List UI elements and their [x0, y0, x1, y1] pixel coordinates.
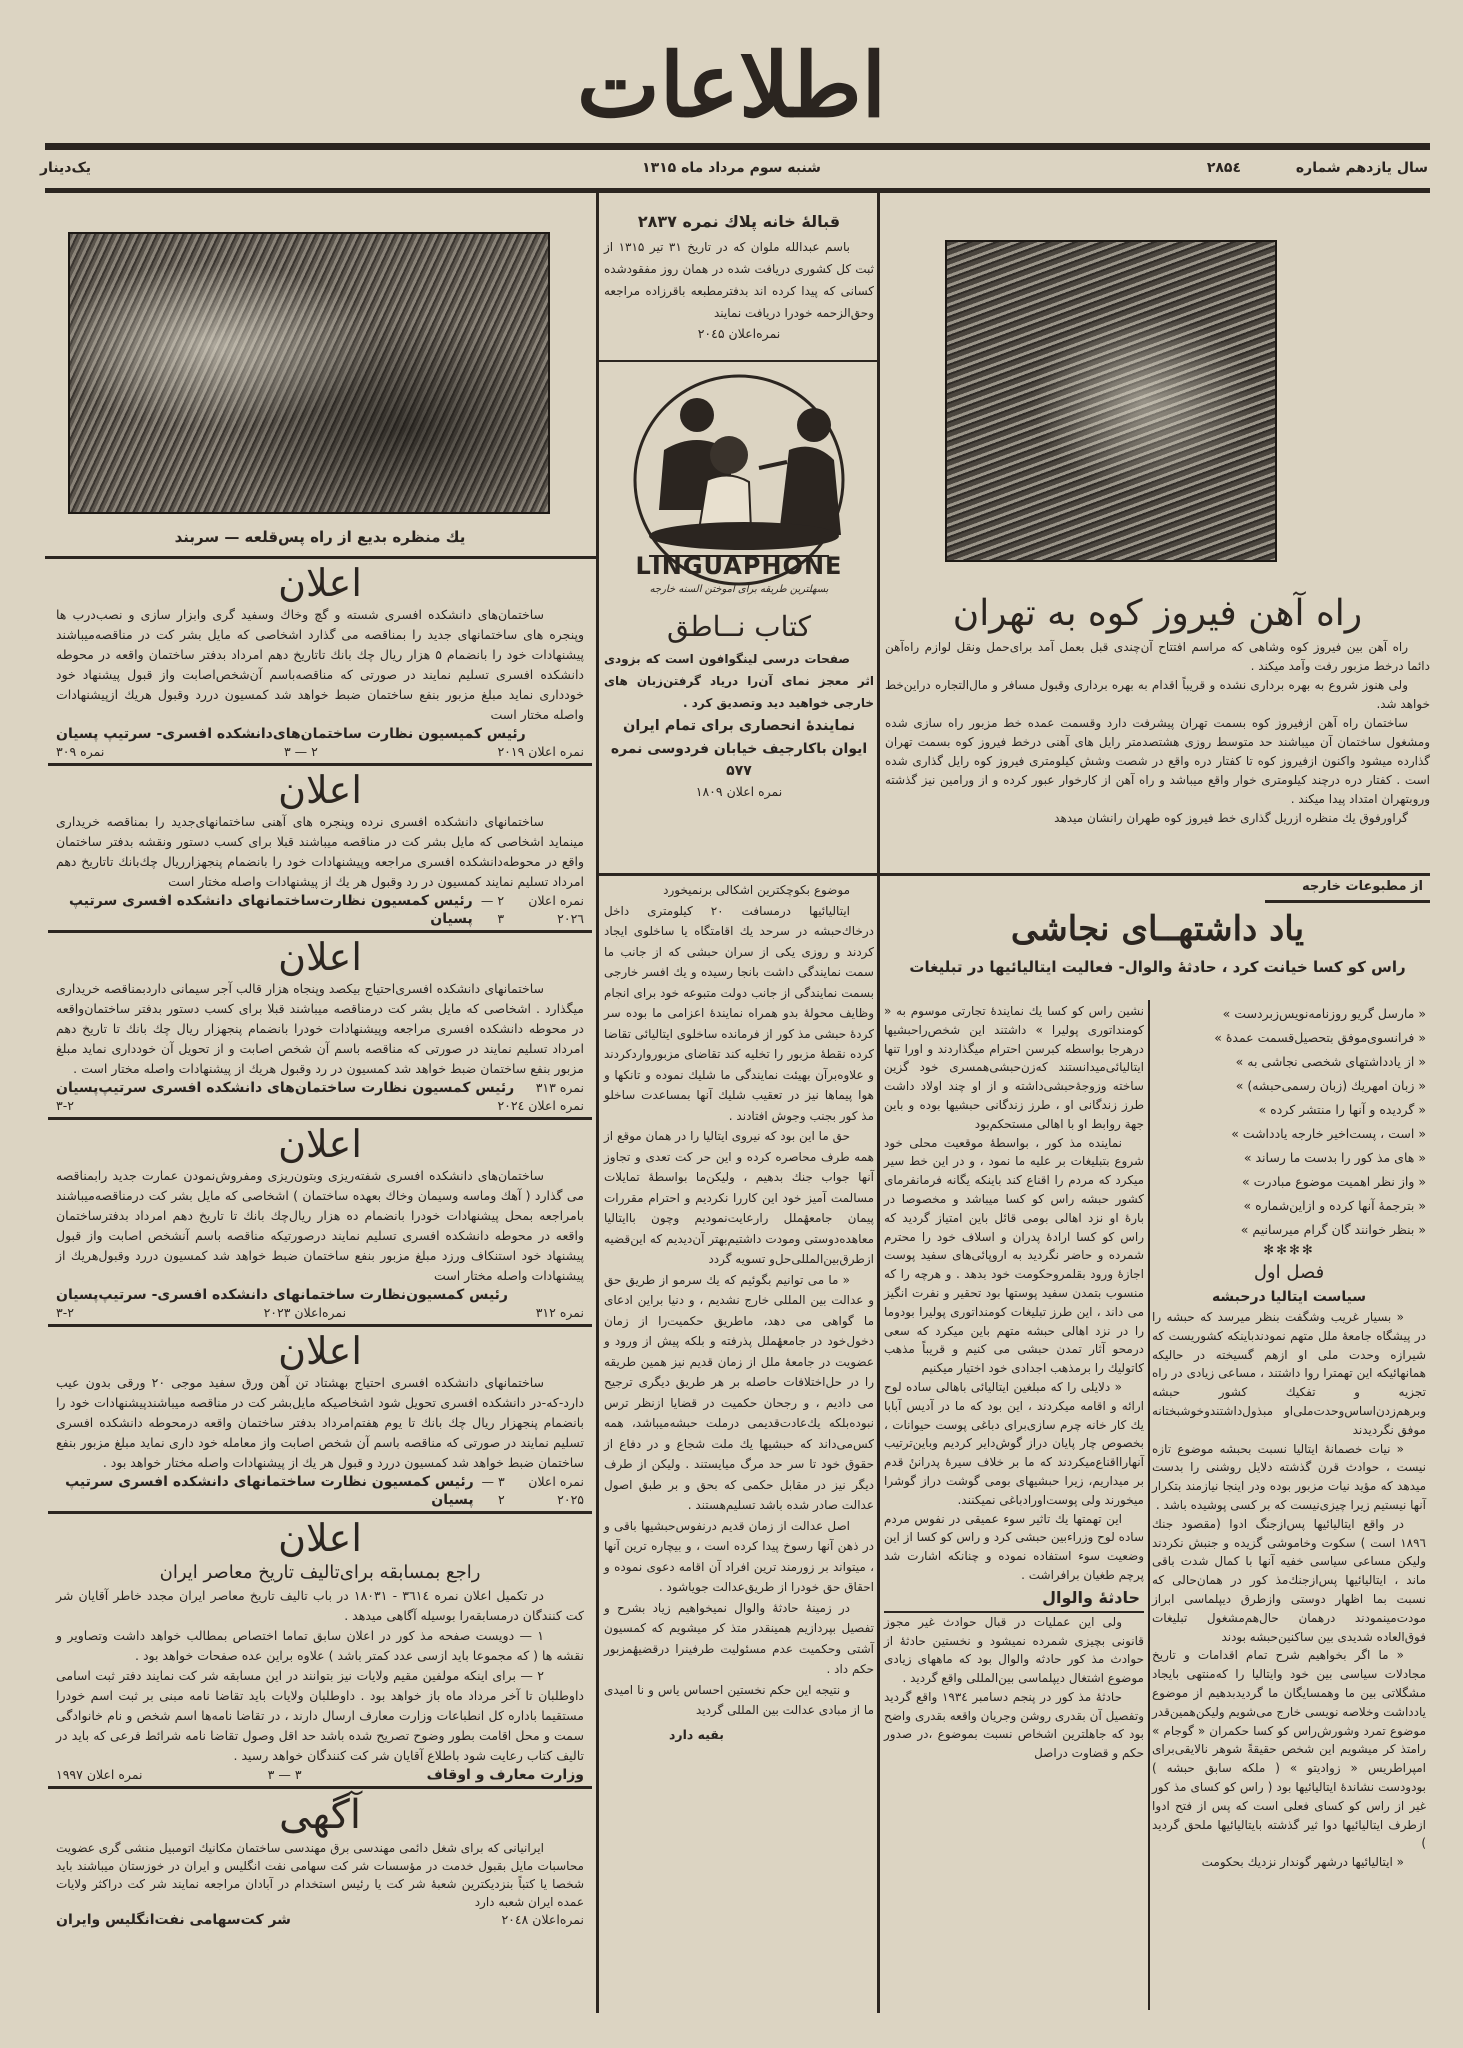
subcolumn-divider [1148, 1000, 1150, 2010]
ad-ref: نمره ۳۱۳ [535, 1080, 584, 1095]
ad-title: اعلان [278, 561, 362, 605]
article-paragraph: راه آهن بین فیروز کوه وشاهی که مراسم افتتاح آن‌چندی قبل بعمل آمد برای‌حمل ونقل لوازم راه‌آهن دائما درخط مزبور رفت وآمد میکند . [885, 640, 1430, 673]
ad-title: اعلان [278, 768, 362, 812]
column-divider [596, 193, 599, 2013]
continued-label: بقیه دارد [668, 1726, 724, 1742]
chapter-label: فصل اول [1253, 1262, 1325, 1283]
ornament-icon: ✻✻✻✻ [1263, 1243, 1315, 1258]
ad-notice-2 [48, 768, 592, 928]
ad-number: نمره اعلان ۱۹۹۷ [56, 1767, 143, 1782]
photo-pasghaleh-landscape [68, 232, 550, 514]
ad-number: نمره‌اعلان ۲۰٤۸ [501, 1912, 584, 1927]
divider [48, 1117, 592, 1120]
ad-agent: نمایندهٔ انحصاری برای تمام ایران [622, 718, 856, 734]
article-paragraph: « ایتالیائیها درشهر گوندار نزدیك بحکومت [1201, 1855, 1404, 1870]
ad-signature: شر کت‌سهامی نفت‌انگلیس وایران [56, 1912, 291, 1928]
issue-date: شنبه سوم مرداد ماه ۱۳۱۵ [642, 160, 821, 176]
masthead-rule [45, 143, 1430, 150]
ad-series: ۳-۲ [56, 1305, 74, 1320]
ad-title: اعلان [278, 935, 362, 979]
photo-railway-track [945, 240, 1277, 562]
section-heading: حادثهٔ والوال [884, 1585, 1144, 1613]
notice-body: باسم عبدالله ملوان که در تاریخ ۳۱ تیر ۱۳۱۵ از ثبت کل کشوری دریافت شده در همان روز مفقودشده کسانی که پیدا کرده اند بدفترمطبعه باقرزاده مراجعه وحق‌الزحمه خودرا دریافت نمایند [604, 240, 874, 320]
ad-paragraph: ۲ — برای اینکه مولفین مقیم ولایات نیز بتوانند در این مسابقه شر کت نمایند دفتر ثبت اسامی داوطلبان تا آخر مرداد ماه باز خواهد بود . داوطلبان ولایات باید تقاضا نامه مبنی بر ثبت اسم خودرا مستقیما باداره کل انطباعات وزارت معارف ارسال دارند ، در تقاضا نامه‌ها اسم شخص و نام خانوادگی سمت و محل اقامت بطور وضوح تصریح شده باشد حد اقل وصول تقاضا نامه شرائط فرعی که باید در تالیف کتاب رعایت شود باطلاع آقایان شر کت کنندگان خواهد رسید . [56, 1668, 584, 1763]
article-paragraph: این تهمتها یك تاثیر سوء عمیقی در نفوس مردم ساده لوح وزراءبین حبشی کرد و راس کو کسا از این وضعیت سوء استفاده نموده و چنانکه اشارت شد پرچم طغیان برافراشت . [884, 1511, 1144, 1582]
ad-subtitle: راجع بمسابقه برای‌تالیف تاریخ معاصر ایران [159, 1562, 481, 1583]
notice-number: نمره‌اعلان ۲۰٤۵ [697, 326, 781, 341]
article-subheadline: راس کو کسا خیانت کرد ، حادثهٔ والوال- فعالیت ایتالیائیها در تبلیغات [909, 958, 1406, 976]
article-paragraph: نماینده مذ کور ، بواسطهٔ موقعیت محلی خود شروع بتبلیغات بر علیه ما نمود ، و در این خط سیر میکرد که مردم را اقناع کند باینکه یگانه فرمانفرمای کشور حبشه راس کو کسا میباشد و مخصوصا در بارهٔ او نزد اهالی بومی قائل باین امتیاز گردید که راس کو کسا ارادهٔ پدران و اسلاف خود را محترم شمرده و حاضر نگردید به اروپائی‌های سفید پوست اجازهٔ ورود بقلمروحکومت خود بدهد . و هرچه را که منسوب بتمدن سفید پوستها بود تحقیر و نفرت انگیز می داند ، این طرز تبلیغات کومنداتوری پولیرا بودوما را در نزد اهالی حبشه متهم باین میکرد که سعی درمحو آثار تمدن حبشی می کنیم و قریباً مذهب کاتولیك را برمذهب اجدادی خود اختیار میکنیم [884, 1135, 1144, 1376]
article-paragraph: « بسیار غریب وشگفت بنظر میرسد که حبشه را در پیشگاه جامعهٔ ملل متهم نمودندباینکه کشوریست که شیرازه وحدت ملی او ازهم گسیخته در حالیکه همانهائیکه این تهمترا روا داشتند ، مساعی زیادی در راه تجزیه و تفکیك کشور حبشه وبرهم‌زدن‌اساس‌وحدت‌ملی‌او مبذول‌داشتندوخوشبختانه موفق نگردیدند [1152, 1310, 1426, 1437]
article-paragraph: « دلایلی را که مبلغین ایتالیائی باهالی ساده لوح ارائه و اقامه میکردند ، این بود که ما در آدیس آبابا یك کار خانه چرم سازی‌برای دباغی پوست حیوانات ، بخصوص چار پایان دراز گوش‌دایر کردیم وباین‌ترتیب آنهارااقناع‌میکردند که ما بر خلاف سیرهٔ پدراننٔ قدم بر میداریم، زیرا حبشیهای بومی گوشت دراز گوشرا میخورند ولی پوست‌اورادباغی نمیکنند. [884, 1379, 1144, 1507]
ad-body: ساختمانهای دانشکده افسری احتیاج بهشتاد تن آهن ورق سفید موجی ۲۰ ورقی بدون عیب دارد-که-در دانشکده افسری تحویل شود اشخاصیکه مایل‌بشر کت در مناقصه میباشند‌پیشنهادات خود را بانضمام پنجهزار ریال چك بانك تا یوم هفتم‌امرداد بدفتر ساختمان واقعه درمحوطه دانشکده افسری تسلیم نمایند در صورتی که مناقصه باسم آن شخص اصابت واز معامله خود داری نماید مبلغ مزبور بنفع ساختمان ضبط خواهد شد کمسیون دررد و قبول هر یك از پیشنهادات واصله مختار خواهد بود . [56, 1375, 584, 1470]
intro-line: « بنظر خوانند گان گرام میرسانیم » [1240, 1222, 1426, 1237]
article-paragraph: حق ما این بود که نیروی ایتالیا را در همان موقع از همه طرف محاصره کرده و این حر کت تعدی و تجاوز آنها جواب جنك بدهیم ، ولیکن‌ما بواسطهٔ تمایلات مسالمت آمیز خود این کاررا نکردیم و احترام مقررات پیمان جامعهٔملل رارعایت‌نمودیم وچون باایتالیا معاهده‌دوستی ومودت داشتیم‌بهتر آن‌دیدیم که این‌قضیه ازطرق‌بین‌المللی‌حل‌و تسویه گردد [604, 1129, 874, 1266]
ad-number: نمره اعلان ۲۰۲٦ [528, 893, 584, 926]
ad-number: نمره اعلان ۲۰۱۹ [497, 744, 584, 759]
source-label: از مطبوعات خارجه [1302, 879, 1423, 894]
ad-title: کتاب نــاطق [667, 610, 811, 643]
ad-oil-company [48, 1791, 592, 1929]
ad-title: آگهی [279, 1792, 361, 1838]
article-paragraph: ولی هنوز شروع به بهره برداری نشده و قریباً اقدام به بهره برداری وقبول مسافر و مال‌التجاره دراین‌خط خواهد شد. [885, 678, 1430, 711]
divider [599, 360, 877, 362]
article-paragraph: و نتیجه این حکم نخستین احساس یاس و نا امیدی ما از مبادی عدالت بین المللی گردید [604, 1682, 874, 1717]
ad-series: ۲ — ۳ [480, 893, 505, 926]
divider [45, 556, 596, 559]
ad-series: ۳ — ۲ [481, 1474, 505, 1507]
ad-series: ۳-۲ [56, 1098, 74, 1113]
article-paragraph: « نیات خصمانهٔ ایتالیا نسبت بحبشه موضوع تازه نیست ، حوادث قرن گذشته دلایل روشنی را بدست میدهد که مؤید نیات مزبور بوده ودر اینجا نیازمند بتکرار آنها نیستیم زیرا چیزی‌نیست که بر کسی پوشیده باشد . [1152, 1441, 1426, 1512]
chapter-title: سیاست ایتالیا درحبشه [1211, 1289, 1367, 1305]
intro-line: « مارسل گریو روزنامه‌نویس‌زبردست » [1222, 1006, 1426, 1021]
intro-line: « گردیده و آنها را منتشر کرده » [1258, 1102, 1426, 1117]
divider [48, 1786, 592, 1789]
linguaphone-wordmark: LINGUAPHONE [635, 552, 843, 580]
divider [48, 1511, 592, 1514]
issue-price: یک‌دینار [40, 160, 92, 176]
ad-series: ۳ — ۳ [267, 1767, 302, 1782]
intro-line: « فرانسوی‌موفق بتحصیل‌قسمت عمدهٔ » [1214, 1030, 1426, 1045]
memoirs-header [885, 903, 1430, 979]
ad-body: ساختمان‌های دانشکده افسری شفته‌ریزی وبتون‌ریزی ومفروش‌نمودن عمارت جدید رابمناقصه می گذارد ( آهك وماسه وسیمان وخاك بعهده ساختمان ) اشخاصی که مایل بشر کت درمناقصه‌میباشند بامراجعه بمحل پیشنهادات خودرا بانضمام ده هزار ریال‌چك بانك تا تاریخ دهم امرداد بدفترساختمان واقعه در محوطه دانشکده افسری تسلیم نمایند درصورتیکه مناقصه باسم آنشخص اصابت واز قبول پیشنهاد خود استنکاف ورزد مبلغ مزبور بنفع ساختمان ضبط خواهد شد کمسیون دررد وقبول‌هریك از پیشنهادات واصله مختار است [56, 1168, 584, 1283]
linguaphone-logo [619, 370, 859, 602]
ad-body: ساختمان‌های دانشکده افسری شسته و گچ وخاك وسفید گری وابزار سازی و نصب‌درب ها وپنجره های ساختمانهای جدید را بمناقصه می گذارد اشخاصی که مایل بشر کت در مناقصه‌میباشند پیشنهادات خود را بانضمام ۵ هزار ریال چك بانك تاتاریخ دهم امرداد بدفتر ساختمان واقعه در محوطه دانشکده افسری تسلیم نمایند در صورتی که مناقصه‌باسم آن‌شخص‌اصابت واز قبول پیشنهاد خود خودداری نماید مبلغ مزبور بنفع ساختمان ضبط خواهد شد کمسیون دررد وقبول هریك ازپیشنهادات واصله مختار است [56, 607, 585, 722]
divider [48, 1324, 592, 1327]
intro-line: « های مذ کور را بدست ما رساند » [1243, 1150, 1426, 1165]
article-paragraph: در زمینهٔ حادثهٔ والوال نمیخواهیم زیاد بشرح و تفصیل بپردازیم همینقدر متذ کر میشویم که کمسیون آشتی وحکمیت عدم مسئولیت طرفینرا درقضیهٔمزبور حکم داد . [604, 1600, 874, 1676]
ad-signature: رئیس کمسیون نظارت‌ساختمانهای دانشکده افسری سرتیپ پسیان [68, 893, 473, 927]
ad-history-contest [48, 1516, 592, 1784]
article-headline: راه آهن فیروز کوه به تهران [952, 593, 1363, 634]
article-paragraph: در واقع ایتالیائیها پس‌ازجنگ ادوا (مقصود جنك ۱۸۹٦ است ) سکوت وخاموشی گزیده و جنبش نکردند ولیکن مساعی سیاسی خفیه آنها با کمال شدت باقی ماند ، ایتالیائیها پس‌ازجنك‌مذ کور در همان‌حالی که نسبت بما اظهار دوستی وازطرق دیپلماسی ابراز مودت‌مینمودند درهمان حال‌هم‌مشغول تبلیغات فوق‌العاده شدیدی بین ساکنین‌حبشه بودند [1152, 1516, 1426, 1644]
intro-line: « زبان امهریك (زبان رسمی‌حبشه) » [1235, 1078, 1426, 1093]
ad-number: نمره اعلان ۲۰۲۵ [528, 1474, 584, 1507]
divider [48, 930, 592, 933]
article-paragraph: ساختمان راه آهن ازفیروز کوه بسمت تهران پیشرفت دارد وقسمت عمده خط مزبور راه سازی شده ومشغول ساختمان آن میباشند حد متوسط روزی هشتصدمتر رایل های آهنی درخط فیروز کوه بسمت تهران گذارده میشود واکنون ازفیروز کوه تا کفتار دره واقع در شصت وشش کیلومتری فیروز کوه رایل گذاری شده است . کفتار دره درچند کیلومتری خوار واقع میباشد و راه آهن از کارخوار عبور کرده و از ورامین نیز گذشته وروبتهران امتداد پیدا میکند . [885, 716, 1430, 806]
deed-notice [604, 208, 874, 344]
linguaphone-slogan: بسهلترین طریقه برای آموختن السنه خارجه [649, 584, 829, 595]
memoirs-right-subcolumn [1152, 1002, 1426, 1872]
left-column-ads [48, 561, 592, 1929]
ad-signature: رئیس کمسیون نظارت ساختمان‌های دانشکده افسری سرتیپ‌پسیان [56, 1080, 515, 1096]
memoirs-continuation [604, 880, 874, 1745]
photo-caption: یك منظره بدیع از راه پس‌قلعه — سربند [174, 528, 466, 546]
ad-series: ۲ — ۳ [283, 744, 318, 759]
ad-number: نمره اعلان ۲۰۲٤ [497, 1098, 584, 1113]
ad-notice-1 [48, 561, 592, 761]
ad-paragraph: ۱ — دویست صفحه مذ کور در اعلان سابق تماما اختصاص بمطالب خواهد داشت وتصاویر و نقشه ها ( که مجموعا باید ازسی عدد کمتر باشد ) علاوه براین عده صفحات خواهد بود . [56, 1628, 584, 1663]
divider [48, 763, 592, 766]
memoirs-left-subcolumn [884, 1002, 1144, 1763]
ad-signature: رئیس کمیسیون نظارت ساختمان‌های‌دانشکده افسری- سرتیپ پسیان [56, 726, 526, 742]
ad-title: اعلان [278, 1122, 362, 1166]
ad-ref: نمره ۳۰۹ [56, 744, 105, 759]
intro-line: « بترجمهٔ آنها کرده و ازاین‌شماره » [1243, 1198, 1426, 1213]
divider [880, 873, 1430, 876]
ad-notice-4 [48, 1122, 592, 1322]
ad-title: اعلان [278, 1516, 362, 1560]
ad-address: ایوان باکارجیف خیابان فردوسی نمره ۵۷۷ [610, 741, 868, 779]
article-paragraph: ایتالیائیها درمسافت ۲۰ کیلومتری داخل درخاك‌حبشه در سرحد یك اقامتگاه یا ساخلوی ایجاد کردند و روزی یکی از سران حبشی که از جانب ما سمت نمایندگی داشت بانجا رسیده و یك افسر خارجی بسمت نمایندگی از جانب دولت متبوعه خود برای انجام وظایف محولهٔ بدو همراه نمایندهٔ اعزامی ما بوده سر کردهٔ حبشی مذ کور از فرمانده ساخلوی ایتالیائی تقاضا کرده نقطهٔ مزبور را تخلیه کند تقاضای مزبورواردکردند و علاوه‌برآن بهیئت نمایندگی ما شلیك نموده و تانکها و هوا پیماها نیز در تعقیب شلیك آنها بمساعدت ساخلو مذ کور بجنب وجوش افتادند . [604, 903, 874, 1123]
ad-body: ساختمانهای دانشکده افسری‌احتیاج بیکصد وپنجاه هزار قالب آجر سیمانی داردبمناقصه خریداری میگذارد . اشخاصی که مایل بشر کت درمناقصه میباشند قبلا برای کسب دستور بدفتر ساختمان‌واقعه در محوطه دانشکده افسری مراجعه وپیشنهادات خودرا بانضمام پنجهزار ریال چك بانك تا تاریخ دهم امرداد تسلیم نمایند در صورتی که مناقصه باسم آن شخص اصابت و از تحویل آن خودداری نماید مبلغ مزبور بنفع ساختمان ضبط خواهد شد کمسیون در رد وقبول هریك از پیشنهادات واصله مختار است . [56, 981, 584, 1076]
notice-title: قبالهٔ خانه پلاك نمره ۲۸۳۷ [637, 212, 841, 231]
ad-body: ایرانیانی که برای شغل دائمی مهندسی برق مهندسی ساختمان مکانیك اتومبیل منشی گری عضویت محاسبات مایل بقبول خدمت در مؤسسات شر کت سهامی نفت انگلیس و ایران در خوزستان میباشند باید شخصا یا کتباً بنزدیکترین شعبهٔ شر کت یا رئیس استخدام در آبادان مراجعه نمایند شر کت دراکثر ولایات عمده ایران شعبه دارد [56, 1841, 584, 1909]
intro-line: « از یادداشتهای شخصی نجاشی به » [1235, 1054, 1426, 1069]
ad-number: نمره‌اعلان ۲۰۲۳ [263, 1305, 347, 1320]
ad-body: ساختمانهای دانشکده افسری نرده وپنجره های آهنی ساختمانهای‌جدید را بمناقصه خریداری مینماید اشخاصی که مایل بشر کت در مناقصه میباشند قبلا برای کسب دستور ونقشه بدفتر ساختمان واقع در محوطه‌دانشکده افسری مراجعه وپیشنهادات خود را بانضمام پنجهزارریال چك‌بانك تاتاریخ دهم امرداد تسلیم نمایند کمسیون در رد وقبول هر یك از پیشنهادات واصله مختار است [56, 814, 584, 889]
linguaphone-ad [604, 370, 874, 802]
railway-article [885, 590, 1430, 828]
article-paragraph: گراورفوق یك منظره ازریل گذاری خط فیروز کوه طهران رانشان میدهد [1054, 811, 1408, 825]
article-paragraph: موضوع بکوچکترین اشکالی برنمیخورد [663, 883, 850, 897]
ad-number: نمره اعلان ۱۸۰۹ [695, 784, 783, 799]
issue-label: سال یازدهم شماره [1295, 160, 1428, 176]
column-divider [877, 193, 880, 2013]
article-paragraph: ولی این عملیات در قبال حوادث غیر مجوز قانونی بچیزی شمرده نمیشود و نخستین حادثهٔ از حوادث مذ کور حادثه والوال بود که ماههای زیادی موضوع اشتغال دیپلماسی بین‌المللی واقع گردید . [884, 1614, 1144, 1686]
ad-title: اعلان [278, 1329, 362, 1373]
intro-line: « واز نظر اهمیت موضوع مبادرت » [1242, 1174, 1426, 1189]
issue-number: ۲۸۵٤ [1206, 160, 1242, 176]
intro-line: « است ، پست‌اخیر خارجه یادداشت » [1231, 1126, 1426, 1141]
header-rule [45, 188, 1430, 193]
ad-paragraph: در تکمیل اعلان نمره ۳٦۱٤ - ۱۸۰۳۱ در باب تالیف تاریخ معاصر ایران مجدد خاطر آقایان شر کت کنندگان درمسابقه‌را بوسیله آگاهی میدهد . [56, 1588, 584, 1623]
divider [599, 873, 877, 876]
newspaper-masthead: اطلاعات [576, 33, 887, 137]
ad-body: صفحات درسی لینگوافون است که بزودی اثر معجز نمای آن‌را دریاد گرفتن‌زبان های خارجی خواهید دید وتصدیق کرد . [604, 652, 874, 710]
article-paragraph: حادثهٔ مذ کور در پنجم دسامبر ۱۹۳٤ واقع گردید وتفصیل آن بقدری روشن وجریان واقعه بقدری واضح بود که جاهلترین اشخاص نسبت بموضوع ،در صدور حکم و قضاوت دراصل [884, 1689, 1144, 1761]
article-paragraph: اصل عدالت از زمان قدیم درنفوس‌حبشیها باقی و در ذهن آنها رسوخ پیدا کرده است ، و بیچاره ترین آنها ، میتواند بر زورمند ترین افراد آن اقامه دعوی نموده و احقاق حق خودرا از طریق‌عدالت جویاشود . [604, 1518, 874, 1594]
ad-signature: وزارت معارف و اوقاف [426, 1767, 584, 1783]
ad-notice-3 [48, 935, 592, 1115]
ad-signature: رئیس کمسیون‌نظارت ساختمانهای دانشکده افسری- سرتیپ‌پسیان [56, 1287, 508, 1303]
article-paragraph: « ما اگر بخواهیم شرح تمام اقدامات و تاریخ مجادلات سیاسی بین خود وایتالیا را که‌منتهی بایجاد مشگلاتی بین ما وهمسایگان ما گردیدبدهیم از موضوع یادداشت وخلاصه نویسی خارج می‌شویم ولیکن‌همین‌قدر موضوع تمرد وشورش‌راس کو کسا حکمران « گوجام » رامتذ کر میشویم این شخص حقیقةً شوهر نالایقی‌برای امپراطریس « زوادیتو » ( ملکه سابق حبشه ) بودودست نشاندهٔ ایتالیائیها بود ( راس کو کسای مذ کور غیر از راس کو کسای فعلی است که پس از فتح ادوا ازطرف ایتالیائیها دوا ثیر گذشته بایتالیائیها ملحق گردید ) [1152, 1648, 1426, 1851]
article-headline: یاد داشتهــای نجاشی [1010, 909, 1305, 949]
article-paragraph: « ما می توانیم بگوئیم که یك سرمو از طریق حق و عدالت بین المللی خارج نشدیم ، و دنیا براین ادعای ما گواهی می دهد، ماطریق حکمیت‌را از زمان دخول‌خود در جامعهٔملل پذرفته و بلکه پیش از ورود و عضویت در جامعهٔ ملل از زمان قدیم نیز همین طریقه را در حل‌اختلافات حاصله بر هر طریق دیگری ترجیح می دادیم ، و رجحان حکمیت در قضایا ازنظر ترس نبوده‌بلکه یك‌عادت‌قدیمی درملت حبشه‌میباشد، همه کس‌می‌داند که حبشیها یك ملت شجاع و در دفاع از حقوق خود تا سر حد مرگ میایستند . ولیکن از طرف دیگر نیز در مقابل حکمی که بحق و بر طبق اصول عدالت صادر شده باشد تسلیم‌هستند . [604, 1272, 874, 1512]
intro-quote [1152, 1002, 1426, 1242]
ad-signature: رئیس کمسیون نظارت ساختمانهای دانشکده افسری سرتیپ پسیان [65, 1474, 474, 1508]
ad-ref: نمره ۳۱۲ [535, 1305, 584, 1320]
article-paragraph: نشین راس کو کسا یك نمایندهٔ تجارتی موسوم به « کومنداتوری پولیرا » داشتند این شخص‌راحبشیها درهرجا بواسطه کبرسن احترام میگذاردند و اورا تنها ایتالیائی‌میدانستند که‌زن‌حبشی‌همسری خود گزین ساخته وزوجهٔ‌حبشی‌داشته و از او چند اولاد داشت طرز زندگانی او ، طرز زندگانی حبشیها بوده و باین جهة روابط او با اهالی مستحکم‌بود [884, 1004, 1144, 1131]
ad-notice-5 [48, 1329, 592, 1509]
